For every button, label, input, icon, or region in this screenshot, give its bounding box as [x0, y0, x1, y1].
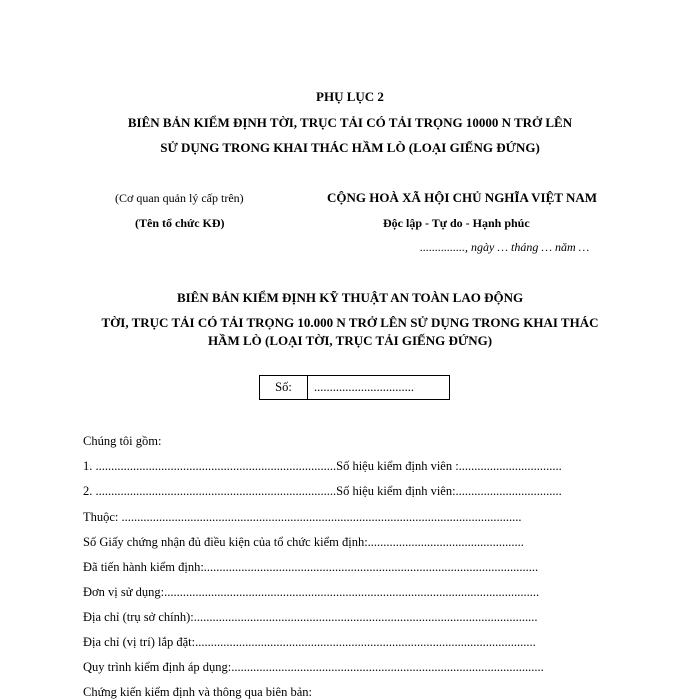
document-title-line2: SỬ DỤNG TRONG KHAI THÁC HẦM LÒ (LOẠI GIẾNG ĐỨNG): [160, 140, 540, 155]
date-line: ..............., ngày … tháng … năm …: [420, 240, 590, 254]
organization-name: (Tên tổ chức KĐ): [135, 216, 225, 230]
document-title-line1: BIÊN BẢN KIỂM ĐỊNH TỜI, TRỤC TẢI CÓ TẢI TRỌNG 10000 N TRỞ LÊN: [127, 115, 573, 130]
report-number-box: [259, 375, 450, 400]
inspector-line-2: 2. .............................................................................Số hiệu kiểm định viên:..................................: [83, 484, 562, 498]
intro-text: Chúng tôi gồm:: [83, 434, 162, 448]
report-number-value: ................................: [314, 380, 414, 394]
report-title-line3: HẦM LÒ (LOẠI TỜI, TRỤC TẢI GIẾNG ĐỨNG): [207, 333, 493, 348]
national-motto: Độc lập - Tự do - Hạnh phúc: [383, 216, 530, 230]
certificate-line: Số Giấy chứng nhận đủ điều kiện của tổ chức kiểm định:..................................................: [83, 535, 524, 549]
superior-agency: (Cơ quan quản lý cấp trên): [115, 191, 244, 205]
user-unit-line: Đơn vị sử dụng:........................................................................................................................: [83, 585, 540, 599]
installation-line: Địa chỉ (vị trí) lắp đặt:.............................................................................................................: [83, 635, 536, 649]
report-number-label: Số:: [260, 376, 308, 399]
procedure-line: Quy trình kiểm định áp dụng:....................................................................................................: [83, 660, 544, 674]
affiliation-line: Thuộc: ................................................................................................................................: [83, 510, 522, 524]
inspected-line: Đã tiến hành kiểm định:...........................................................................................................: [83, 560, 539, 574]
witness-line: Chứng kiến kiểm định và thông qua biên bản:: [83, 685, 312, 699]
national-title: CỘNG HOÀ XÃ HỘI CHỦ NGHĨA VIỆT NAM: [327, 190, 598, 205]
inspector-line-1: 1. .............................................................................Số hiệu kiểm định viên :.................................: [83, 459, 562, 473]
report-title-line2: TỜI, TRỤC TẢI CÓ TẢI TRỌNG 10.000 N TRỞ LÊN SỬ DỤNG TRONG KHAI THÁC: [101, 315, 599, 330]
head-office-line: Địa chỉ (trụ sở chính):..............................................................................................................: [83, 610, 538, 624]
report-title-line1: BIÊN BẢN KIỂM ĐỊNH KỸ THUẬT AN TOÀN LAO ĐỘNG: [176, 290, 524, 305]
appendix-label: PHỤ LỤC 2: [316, 89, 384, 104]
